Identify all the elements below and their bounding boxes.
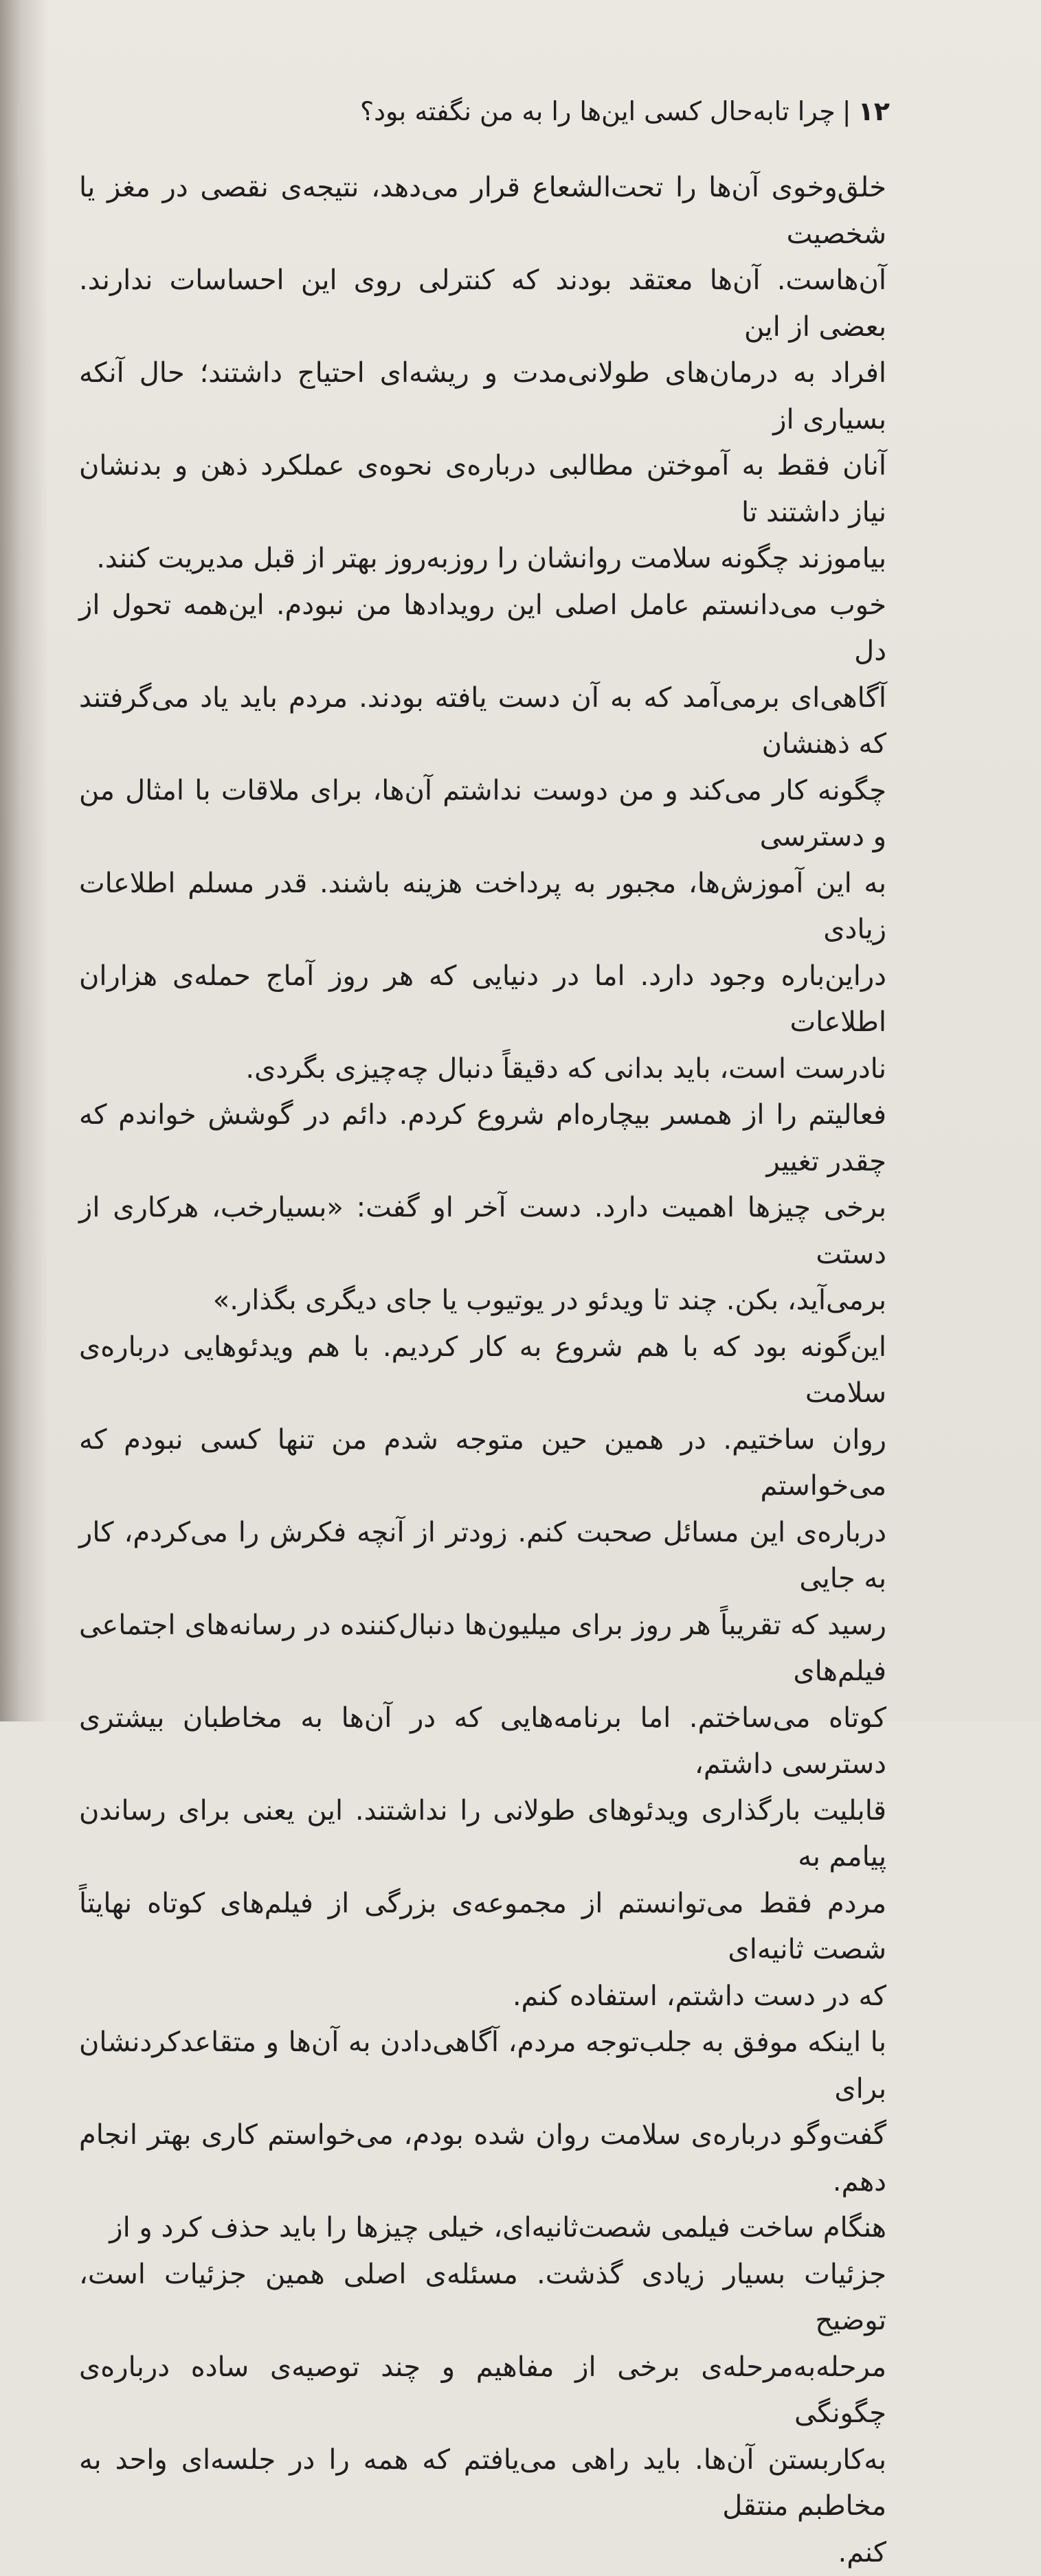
text-line: نادرست است، باید بدانی که دقیقاً دنبال چه‌چیزی بگردی. xyxy=(79,1046,886,1093)
text-line: آنان فقط به آموختن مطالبی درباره‌ی نحوه‌ی عملکرد ذهن و بدنشان نیاز داشتند تا xyxy=(79,443,886,536)
text-line: کنم. xyxy=(79,2530,886,2576)
text-line: دراین‌باره وجود دارد. اما در دنیایی که هر روز آماج حمله‌ی هزاران اطلاعات xyxy=(79,953,886,1046)
text-line: به‌کاربستن آن‌ها. باید راهی می‌یافتم که همه را در جلسه‌ای واحد به مخاطبم منتقل xyxy=(79,2437,886,2530)
text-line: روان ساختیم. در همین حین متوجه شدم من تنها کسی نبودم که می‌خواستم xyxy=(79,1417,886,1510)
text-line: برخی چیزها اهمیت دارد. دست آخر او گفت: «بسیارخب، هرکاری از دستت xyxy=(79,1185,886,1278)
paragraph-6 xyxy=(79,2205,886,2576)
page-number: ۱۲ xyxy=(858,96,890,126)
text-line: درباره‌ی این مسائل صحبت کنم. زودتر از آنچه فکرش را می‌کردم، کار به جایی xyxy=(79,1510,886,1603)
text-line: رسید که تقریباً هر روز برای میلیون‌ها دنبال‌کننده در رسانه‌های اجتماعی فیلم‌های xyxy=(79,1603,886,1695)
text-line: گفت‌وگو درباره‌ی سلامت روان شده بودم، می‌خواستم کاری بهتر انجام دهم. xyxy=(79,2112,886,2205)
text-line: خلق‌وخوی آن‌ها را تحت‌الشعاع قرار می‌دهد، نتیجه‌ی نقصی در مغز یا شخصیت xyxy=(79,165,886,258)
text-line: قابلیت بارگذاری ویدئوهای طولانی را نداشتند. این یعنی برای رساندن پیامم به xyxy=(79,1788,886,1881)
body-text xyxy=(79,165,886,2576)
text-line: این‌گونه بود که با هم شروع به کار کردیم. با هم ویدئوهایی درباره‌ی سلامت xyxy=(79,1324,886,1417)
text-line: جزئیات بسیار زیادی گذشت. مسئله‌ی اصلی همین جزئیات است، توضیح xyxy=(79,2252,886,2345)
text-line: با اینکه موفق به جلب‌توجه مردم، آگاهی‌دادن به آن‌ها و متقاعدکردنشان برای xyxy=(79,2020,886,2112)
running-title: چرا تابه‌حال کسی این‌ها را به من نگفته بود؟ xyxy=(360,96,836,126)
text-line: فعالیتم را از همسر بیچاره‌ام شروع کردم. دائم در گوشش خواندم که چقدر تغییر xyxy=(79,1092,886,1185)
text-line: برمی‌آید، بکن. چند تا ویدئو در یوتیوب یا جای دیگری بگذار.» xyxy=(79,1278,886,1324)
text-line: آگاهی‌ای برمی‌آمد که به آن دست یافته بودند. مردم باید یاد می‌گرفتند که ذهنشان xyxy=(79,675,886,768)
text-line: که در دست داشتم، استفاده کنم. xyxy=(79,1974,886,2020)
paragraph-1 xyxy=(79,165,886,583)
text-line: مرحله‌به‌مرحله‌ی برخی از مفاهیم و چند توصیه‌ی ساده درباره‌ی چگونگی xyxy=(79,2345,886,2437)
text-line: چگونه کار می‌کند و من دوست نداشتم آن‌ها، برای ملاقات با امثال من و دسترسی xyxy=(79,768,886,861)
paragraph-2 xyxy=(79,583,886,1093)
paragraph-4 xyxy=(79,1324,886,2020)
header-separator: | xyxy=(842,96,851,126)
text-line: کوتاه می‌ساختم. اما برنامه‌هایی که در آن‌ها به مخاطبان بیشتری دسترسی داشتم، xyxy=(79,1695,886,1788)
text-line: به این آموزش‌ها، مجبور به پرداخت هزینه باشند. قدر مسلم اطلاعات زیادی xyxy=(79,861,886,953)
text-line: خوب می‌دانستم عامل اصلی این رویدادها من نبودم. این‌همه تحول از دل xyxy=(79,583,886,675)
paragraph-5 xyxy=(79,2020,886,2205)
running-header xyxy=(134,91,890,132)
text-line: بیاموزند چگونه سلامت روانشان را روزبه‌روز بهتر از قبل مدیریت کنند. xyxy=(79,536,886,583)
text-line: آن‌هاست. آن‌ها معتقد بودند که کنترلی روی این احساسات ندارند. بعضی از این xyxy=(79,258,886,350)
text-line: هنگام ساخت فیلمی شصت‌ثانیه‌ای، خیلی چیزها را باید حذف کرد و از xyxy=(79,2205,886,2252)
paragraph-3 xyxy=(79,1092,886,1324)
text-line: مردم فقط می‌توانستم از مجموعه‌ی بزرگی از فیلم‌های کوتاه نهایتاً شصت ثانیه‌ای xyxy=(79,1881,886,1974)
text-line: افراد به درمان‌های طولانی‌مدت و ریشه‌ای احتیاج داشتند؛ حال آنکه بسیاری از xyxy=(79,350,886,443)
